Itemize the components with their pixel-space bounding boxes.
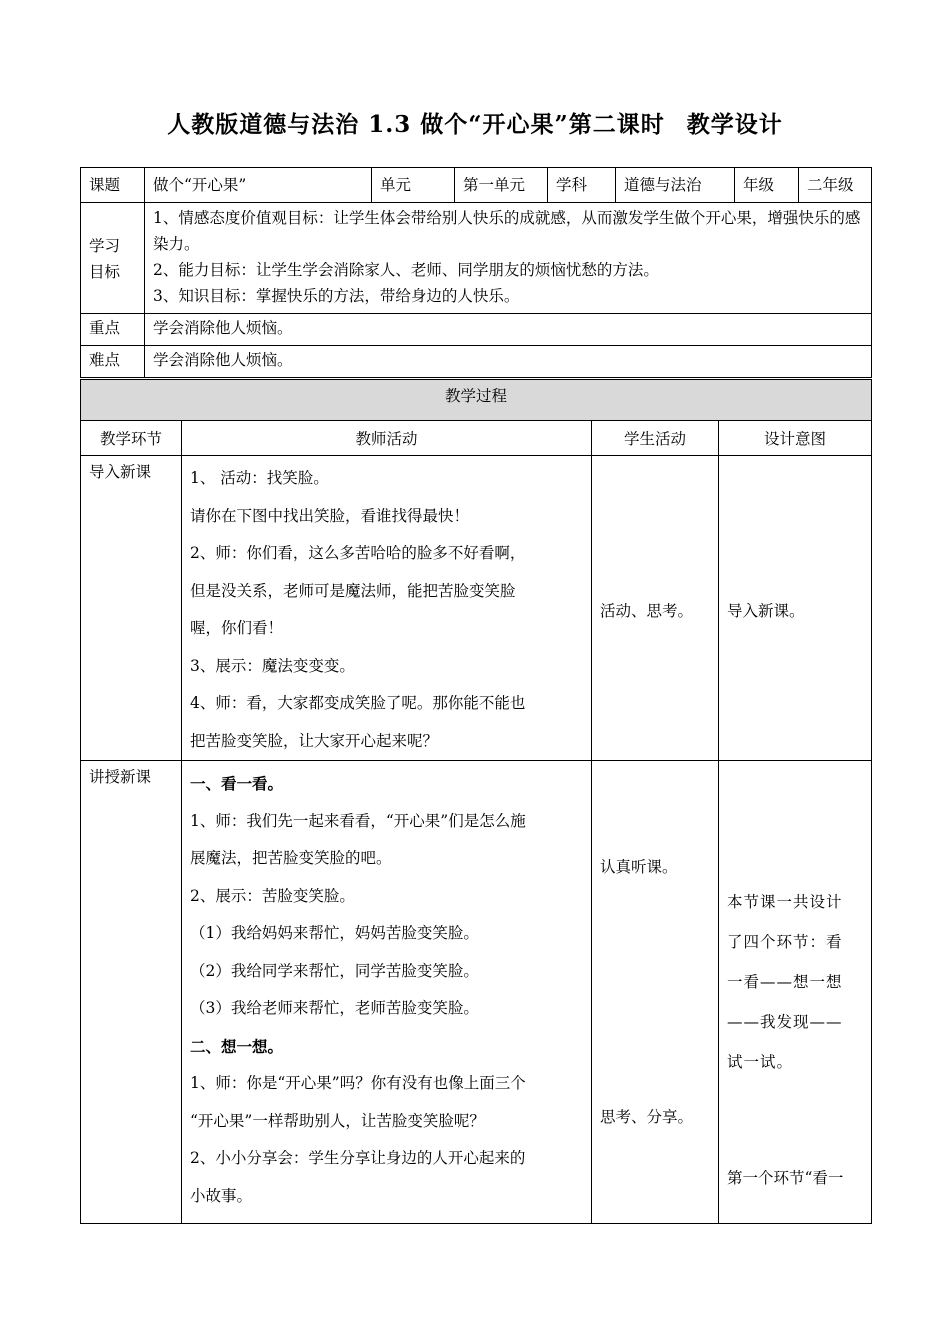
design-intent-text: 本节课一共设计 了四个环节：看 一看——想一想 ——我发现—— 试一试。 — [727, 893, 843, 1071]
text-line: 小故事。 — [190, 1186, 253, 1205]
teach-row — [81, 761, 872, 1224]
info-header-row — [81, 168, 872, 203]
student-activity-2: 思考、分享。 — [600, 1108, 694, 1126]
document-title — [0, 106, 950, 139]
teach-design-intent — [719, 761, 872, 1224]
col-student: 学生活动 — [592, 421, 719, 456]
key-point-row — [81, 314, 872, 346]
goal-item: 2、能力目标：让学生学会消除家人、老师、同学朋友的烦恼忧愁的方法。 — [153, 261, 659, 279]
col-stage: 教学环节 — [81, 421, 182, 456]
text-line: 喔，你们看！ — [190, 619, 284, 637]
text-line: 请你在下图中找出笑脸，看谁找得最快！ — [190, 506, 470, 525]
text-line: （2）我给同学来帮忙，同学苦脸变笑脸。 — [190, 961, 479, 980]
difficulty-row — [81, 346, 872, 378]
goal-item: 3、知识目标：掌握快乐的方法，带给身边的人快乐。 — [153, 287, 520, 305]
text-line: （1）我给妈妈来帮忙，妈妈苦脸变笑脸。 — [190, 924, 479, 942]
grade-value: 二年级 — [799, 168, 872, 203]
grade-label: 年级 — [735, 168, 799, 203]
student-activity-1: 认真听课。 — [600, 858, 678, 876]
text-line: 1、师：你是“开心果”吗？你有没有也像上面三个 — [190, 1074, 526, 1092]
text-line: 展魔法，把苦脸变笑脸的吧。 — [190, 849, 392, 867]
col-teacher: 教师活动 — [182, 421, 592, 456]
info-table — [80, 167, 872, 378]
intro-teacher-activity — [182, 456, 592, 761]
intro-row — [81, 456, 872, 761]
subject-value: 道德与法治 — [616, 168, 735, 203]
design-intent-tail: 第一个环节“看一 — [727, 1169, 844, 1187]
goals-row — [81, 203, 872, 314]
process-column-headers — [81, 421, 872, 456]
text-line: 4、师：看，大家都变成笑脸了呢。那你能不能也 — [190, 694, 526, 712]
topic-value: 做个“开心果” — [145, 168, 372, 203]
unit-value: 第一单元 — [455, 168, 548, 203]
process-table — [80, 379, 872, 1224]
goals-content — [145, 203, 872, 314]
subject-label: 学科 — [548, 168, 616, 203]
process-heading: 教学过程 — [81, 380, 872, 421]
text-line: 2、师：你们看，这么多苦哈哈的脸多不好看啊， — [190, 544, 526, 562]
section-heading: 一、看一看。 — [190, 774, 284, 793]
text-line: 把苦脸变笑脸，让大家开心起来呢？ — [190, 731, 439, 750]
section-heading: 二、想一想。 — [190, 1036, 284, 1056]
text-line: （3）我给老师来帮忙，老师苦脸变笑脸。 — [190, 999, 479, 1017]
key-point-label: 重点 — [81, 314, 145, 346]
goal-item: 1、情感态度价值观目标：让学生体会带给别人快乐的成就感，从而激发学生做个开心果，增强快乐的感染力。 — [153, 209, 861, 253]
difficulty-value: 学会消除他人烦恼。 — [145, 346, 872, 378]
title-suffix: 教学设计 — [686, 111, 783, 138]
key-point-value: 学会消除他人烦恼。 — [145, 314, 872, 346]
text-line: “开心果”一样帮助别人，让苦脸变笑脸呢？ — [190, 1111, 485, 1130]
goals-label: 学习 目标 — [81, 203, 145, 314]
teach-student-activity — [592, 761, 719, 1224]
teach-teacher-activity — [182, 761, 592, 1224]
intro-student-activity: 活动、思考。 — [592, 456, 719, 761]
text-line: 3、展示：魔法变变变。 — [190, 656, 355, 675]
title-main: 人教版道德与法治 1.3 做个“开心果”第二课时 — [167, 111, 665, 138]
process-heading-row — [81, 380, 872, 421]
text-line: 1、师：我们先一起来看看，“开心果”们是怎么施 — [190, 811, 526, 830]
col-design: 设计意图 — [719, 421, 872, 456]
text-line: 1、 活动：找笑脸。 — [190, 469, 329, 487]
text-line: 2、展示：苦脸变笑脸。 — [190, 886, 355, 905]
teach-stage: 讲授新课 — [81, 761, 182, 1224]
text-line: 但是没关系，老师可是魔法师，能把苦脸变笑脸 — [190, 581, 516, 600]
intro-design-intent: 导入新课。 — [719, 456, 872, 761]
text-line: 2、小小分享会：学生分享让身边的人开心起来的 — [190, 1149, 526, 1167]
unit-label: 单元 — [372, 168, 455, 203]
topic-label: 课题 — [81, 168, 145, 203]
difficulty-label: 难点 — [81, 346, 145, 378]
intro-stage: 导入新课 — [81, 456, 182, 761]
